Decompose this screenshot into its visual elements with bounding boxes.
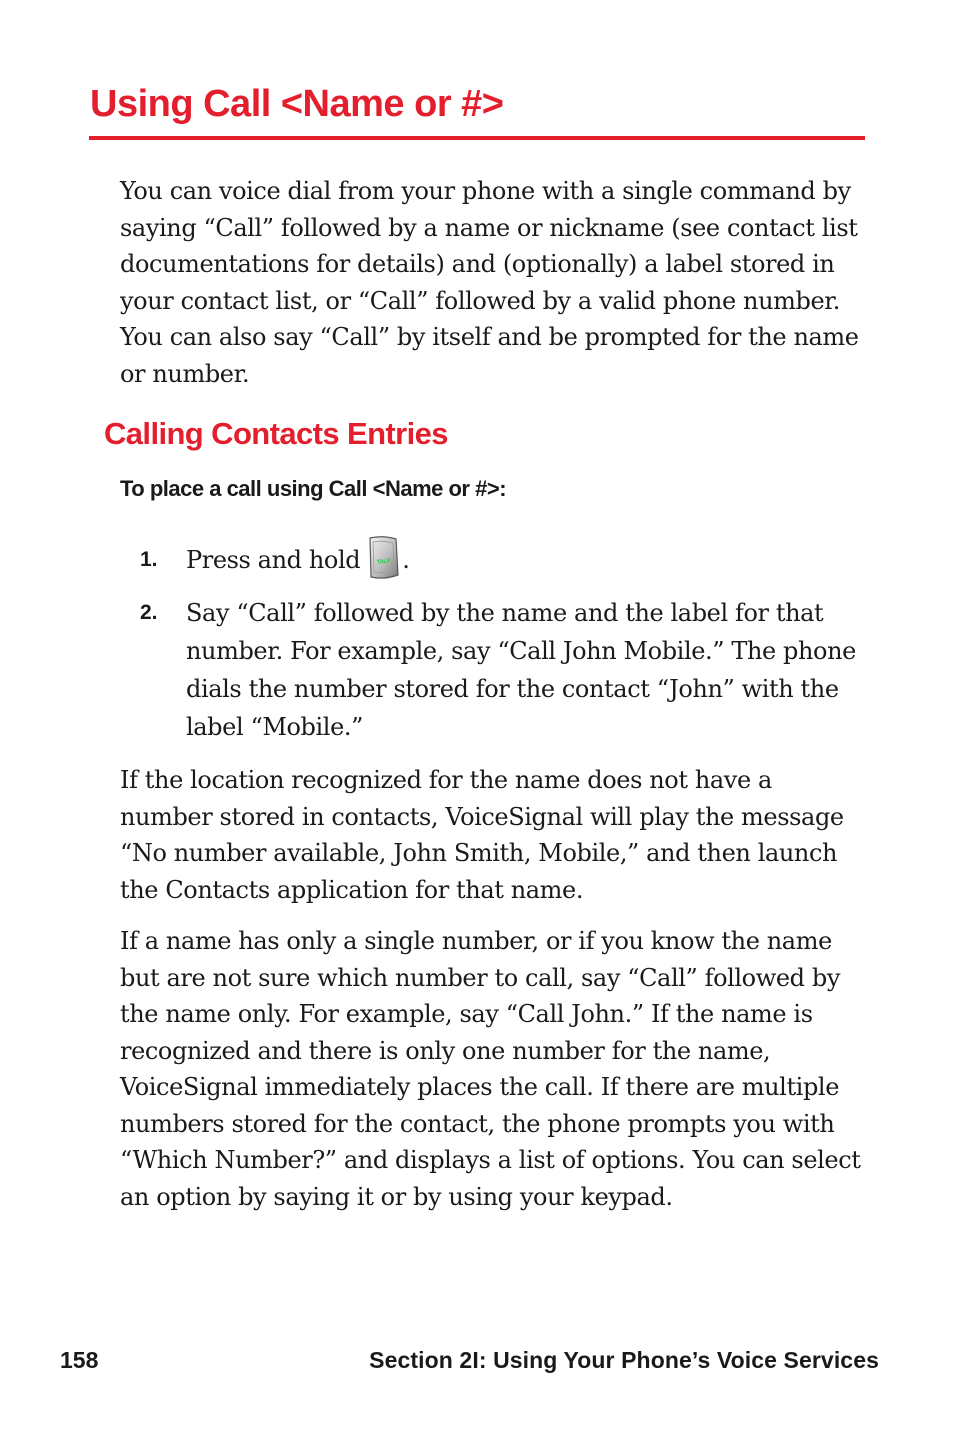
body-paragraph: If the location recognized for the name does not have a number stored in contacts, VoiceSignal will play the message “No number available, John Smith, Mobile,” and then launch the Contacts application for that name.	[120, 766, 844, 904]
step-text: Say “Call” followed by the name and the label for that number. For example, say “Call John Mobile.” The phone dials the number stored for the contact “John” with the label “Mobile.”	[186, 599, 856, 741]
section-label: Section 2I: Using Your Phone’s Voice Services	[369, 1347, 879, 1373]
page-title: Using Call <Name or #>	[90, 83, 504, 125]
step-text-before-icon: Press and hold	[186, 546, 361, 574]
step-number: 1.	[140, 548, 158, 571]
section-heading: Calling Contacts Entries	[104, 416, 448, 451]
title-rule	[89, 136, 865, 140]
body-paragraph: If a name has only a single number, or if you know the name but are not sure which number to call, say “Call” followed by the name only. For example, say “Call John.” If the name is recognized and there is only one number for the name, VoiceSignal immediately places the call. If there are multiple numbers stored for the contact, the phone prompts you with “Which Number?” and displays a list of options. You can select an option by saying it or by using your keypad.	[120, 927, 861, 1211]
step-number: 2.	[140, 601, 158, 624]
page-number: 158	[60, 1347, 99, 1373]
intro-paragraph: You can voice dial from your phone with a single command by saying “Call” followed by a name or nickname (see contact list documentations for details) and (optionally) a label stored in your contact list, or “Call” followed by a valid phone number. You can also say “Call” by itself and be prompted for the name or number.	[120, 177, 859, 388]
talk-key-label: TALK	[376, 557, 392, 566]
step-text-after-icon: .	[402, 546, 410, 574]
talk-key-icon	[366, 535, 400, 581]
procedure-title: To place a call using Call <Name or #>:	[120, 476, 507, 501]
step-text	[186, 541, 871, 581]
